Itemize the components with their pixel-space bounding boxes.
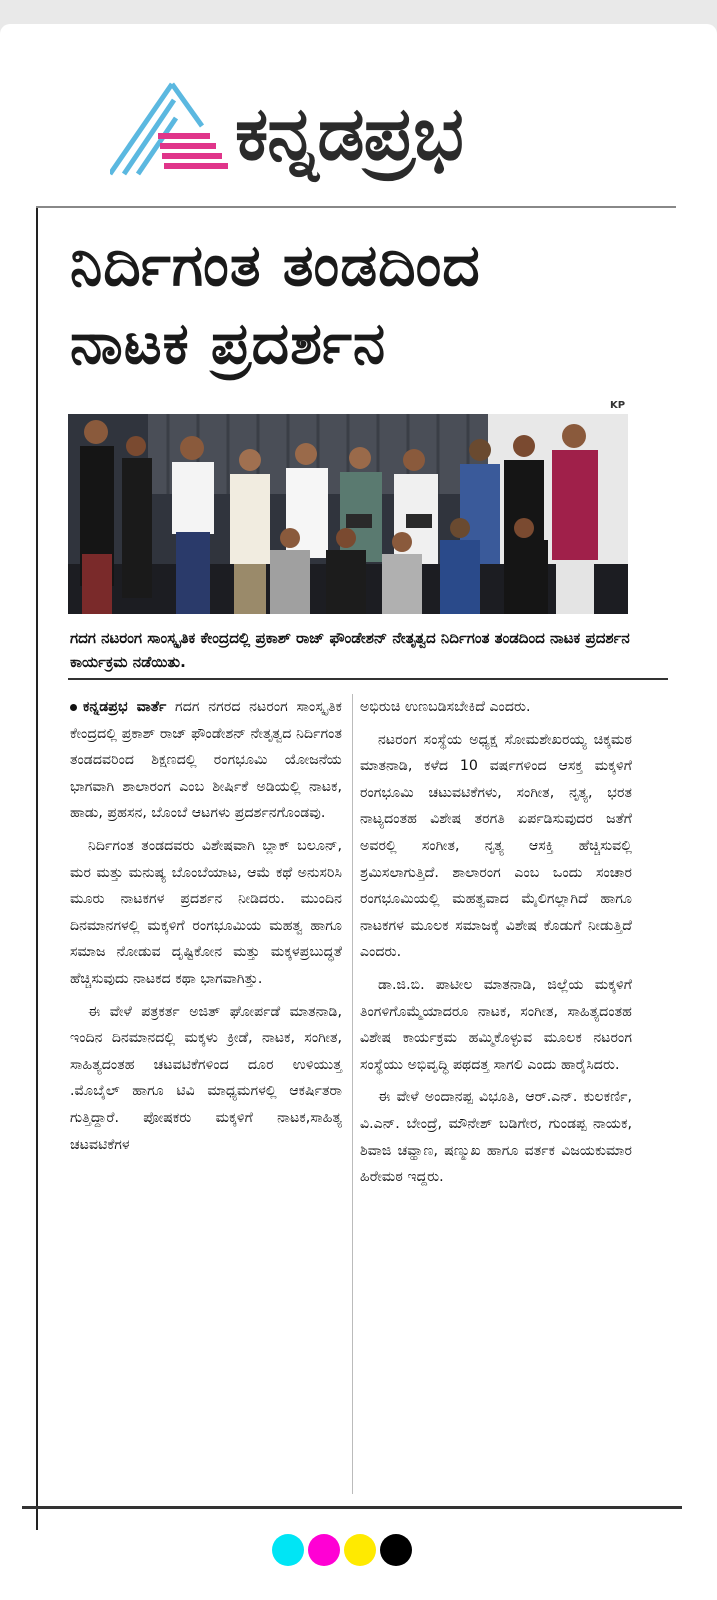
column-divider [352,694,353,1494]
group-photo-image [68,414,628,614]
group-photo [68,414,628,614]
top-rule [36,206,676,208]
article-column-left [70,694,342,1164]
headline-line-2: ನಾಟಕ ಪ್ರದರ್ಶನ [70,309,387,377]
bottom-rule [22,1506,682,1509]
paragraph: ನಿರ್ದಿಗಂತ ತಂಡದವರು ವಿಶೇಷವಾಗಿ ಬ್ಲಾಕ್ ಬಲೂನ್, ಮರ ಮತ್ತು ಮನುಷ್ಯ ಬೊಂಬೆಯಾಟ, ಆಮೆ ಕಥೆ ಅನುಸರಿಸಿ ಮೂರು ನಾಟಕಗಳ ಪ್ರದರ್ಶನ ನೀಡಿದರು. ಮುಂದಿನ ದಿನಮಾನಗಳಲ್ಲಿ ಮಕ್ಕಳಿಗೆ ರಂಗಭೂಮಿಯ ಮಹತ್ವ ಹಾಗೂ ಸಮಾಜ ನೋಡುವ ದೃಷ್ಟಿಕೋನ ಮತ್ತು ಮಕ್ಕಳಪ್ರಬುದ್ಧತೆ ಹೆಚ್ಚಿಸುವುದು ನಾಟಕದ ಕಥಾ ಭಾಗವಾಗಿತ್ತು. [70,837,342,987]
lead-paragraph [70,694,342,827]
page-card [0,24,717,1600]
paragraph: ಈ ವೇಳೆ ಅಂದಾನಪ್ಪ ವಿಭೂತಿ, ಆರ್.ಎನ್. ಕುಲಕರ್ಣಿ, ವಿ.ಎನ್. ಬೇಂದ್ರೆ, ಮೌನೇಶ್ ಬಡಿಗೇರ, ಗುಂಡಪ್ಪ ನಾಯಕ, ಶಿವಾಜಿ ಚವ್ಹಾಣ, ಷಣ್ಮುಖ ಹಾಗೂ ವರ್ತಕ ವಿಜಯಕುಮಾರ ಹಿರೇಮಠ ಇದ್ದರು. [360,1089,632,1186]
left-rule [36,206,38,1530]
news-clipping [22,206,694,1540]
paragraph: ಡಾ.ಜಿ.ಬಿ. ಪಾಟೀಲ ಮಾತನಾಡಿ, ಜಿಲ್ಲೆಯ ಮಕ್ಕಳಿಗೆ ತಿಂಗಳಿಗೊಮ್ಮೆಯಾದರೂ ನಾಟಕ, ಸಂಗೀತ, ಸಾಹಿತ್ಯದಂತಹ ವಿಶೇಷ ಕಾರ್ಯಕ್ರಮ ಹಮ್ಮಿಕೊಳ್ಳುವ ಮೂಲಕ ನಟರಂಗ ಸಂಸ್ಥೆಯು ಅಭಿವೃದ್ಧಿ ಪಥದತ್ತ ಸಾಗಲಿ ಎಂದು ಹಾರೈಸಿದರು. [360,976,632,1073]
paragraph-text: ನಗರದ ನಟರಂಗ ಸಾಂಸ್ಕೃತಿಕ ಕೇಂದ್ರದಲ್ಲಿ ಪ್ರಕಾಶ್ ರಾಜ್ ಫೌಂಡೇಶನ್ ನೇತೃತ್ವದ ನಿರ್ದಿಗಂತ ತಂಡದವರಿಂದ ಶಿಕ್ಷಣದಲ್ಲಿ ರಂಗಭೂಮಿ ಯೋಜನೆಯ ಭಾಗವಾಗಿ ಶಾಲಾರಂಗ ಎಂಬ ಶೀರ್ಷಿಕೆ ಅಡಿಯಲ್ಲಿ ನಾಟಕ, ಹಾಡು, ಪ್ರಹಸನ, ಬೊಂಬೆ ಆಟಗಳು ಪ್ರದರ್ಶನಗೊಂಡವು. [70,699,342,822]
masthead-title: ಕನ್ನಡಪ್ರಭ [235,91,463,177]
paragraph: ನಟರಂಗ ಸಂಸ್ಥೆಯ ಅಧ್ಯಕ್ಷ ಸೋಮಶೇಖರಯ್ಯ ಚಿಕ್ಕಮಠ ಮಾತನಾಡಿ, ಕಳೆದ 10 ವರ್ಷಗಳಿಂದ ಆಸಕ್ತ ಮಕ್ಕಳಿಗೆ ರಂಗಭೂಮಿ ಚಟುವಟಿಕೆಗಳು, ಸಂಗೀತ, ನೃತ್ಯ, ಭರತ ನಾಟ್ಯದಂತಹ ವಿಶೇಷ ತರಗತಿ ಏರ್ಪಡಿಸುವುದರ ಜತೆಗೆ ಅವರಲ್ಲಿ ಸಂಗೀತ, ನೃತ್ಯ ಆಸಕ್ತಿ ಹೆಚ್ಚಿಸುವಲ್ಲಿ ಶ್ರಮಿಸಲಾಗುತ್ತಿದೆ. ಶಾಲಾರಂಗ ಎಂಬ ಒಂದು ಸಂಚಾರ ರಂಗಭೂಮಿಯಲ್ಲಿ ಮಹತ್ವವಾದ ಮೈಲಿಗಲ್ಲಾಗಿದೆ ಹಾಗೂ ನಾಟಕಗಳ ಮೂಲಕ ಸಮಾಜಕ್ಕೆ ವಿಶೇಷ ಕೊಡುಗೆ ನೀಡುತ್ತಿದೆ ಎಂದರು. [360,731,632,961]
article-column-right [360,694,632,1197]
kannadaprabha-logo-icon [110,74,240,184]
registration-mark-cyan [272,1534,304,1566]
photo-credit: KP [610,400,626,411]
dateline: ಗದಗ [175,699,200,715]
caption-rule [68,678,668,680]
paragraph: ಅಭಿರುಚಿ ಉಣಬಡಿಸಬೇಕಿದೆ ಎಂದರು. [360,699,531,715]
bullet-icon [70,704,77,711]
registration-mark-magenta [308,1534,340,1566]
photo-caption: ಗದಗ ನಟರಂಗ ಸಾಂಸ್ಕೃತಿಕ ಕೇಂದ್ರದಲ್ಲಿ ಪ್ರಕಾಶ್ ರಾಜ್ ಫೌಂಡೇಶನ್ ನೇತೃತ್ವದ ನಿರ್ದಿಗಂತ ತಂಡದಿಂದ ನಾಟಕ ಪ್ರದರ್ಶನ ಕಾರ್ಯಕ್ರಮ ನಡೆಯಿತು. [70,629,630,671]
headline [70,226,670,382]
headline-line-1: ನಿರ್ದಿಗಂತ ತಂಡದಿಂದ [70,231,481,299]
paragraph: ಈ ವೇಳೆ ಪತ್ರಕರ್ತ ಅಜಿತ್ ಘೋರ್ಪಡೆ ಮಾತನಾಡಿ, ಇಂದಿನ ದಿನಮಾನದಲ್ಲಿ ಮಕ್ಕಳು ಕ್ರೀಡೆ, ನಾಟಕ, ಸಂಗೀತ, ಸಾಹಿತ್ಯದಂತಹ ಚಟವಟಿಕೆಗಳಿಂದ ದೂರ ಉಳಿಯುತ್ತ .ಮೊಬೈಲ್ ಹಾಗೂ ಟಿವಿ ಮಾಧ್ಯಮಗಳಲ್ಲಿ ಆಕರ್ಷಿತರಾ ಗುತ್ತಿದ್ದಾರೆ. ಪೋಷಕರು ಮಕ್ಕಳಿಗೆ ನಾಟಕ,ಸಾಹಿತ್ಯ ಚಟವಟಿಕೆಗಳ [70,1003,342,1153]
masthead [110,54,630,184]
byline: ಕನ್ನಡಪ್ರಭ ವಾರ್ತೆ [83,699,167,715]
registration-mark-yellow [344,1534,376,1566]
registration-mark-black [380,1534,412,1566]
